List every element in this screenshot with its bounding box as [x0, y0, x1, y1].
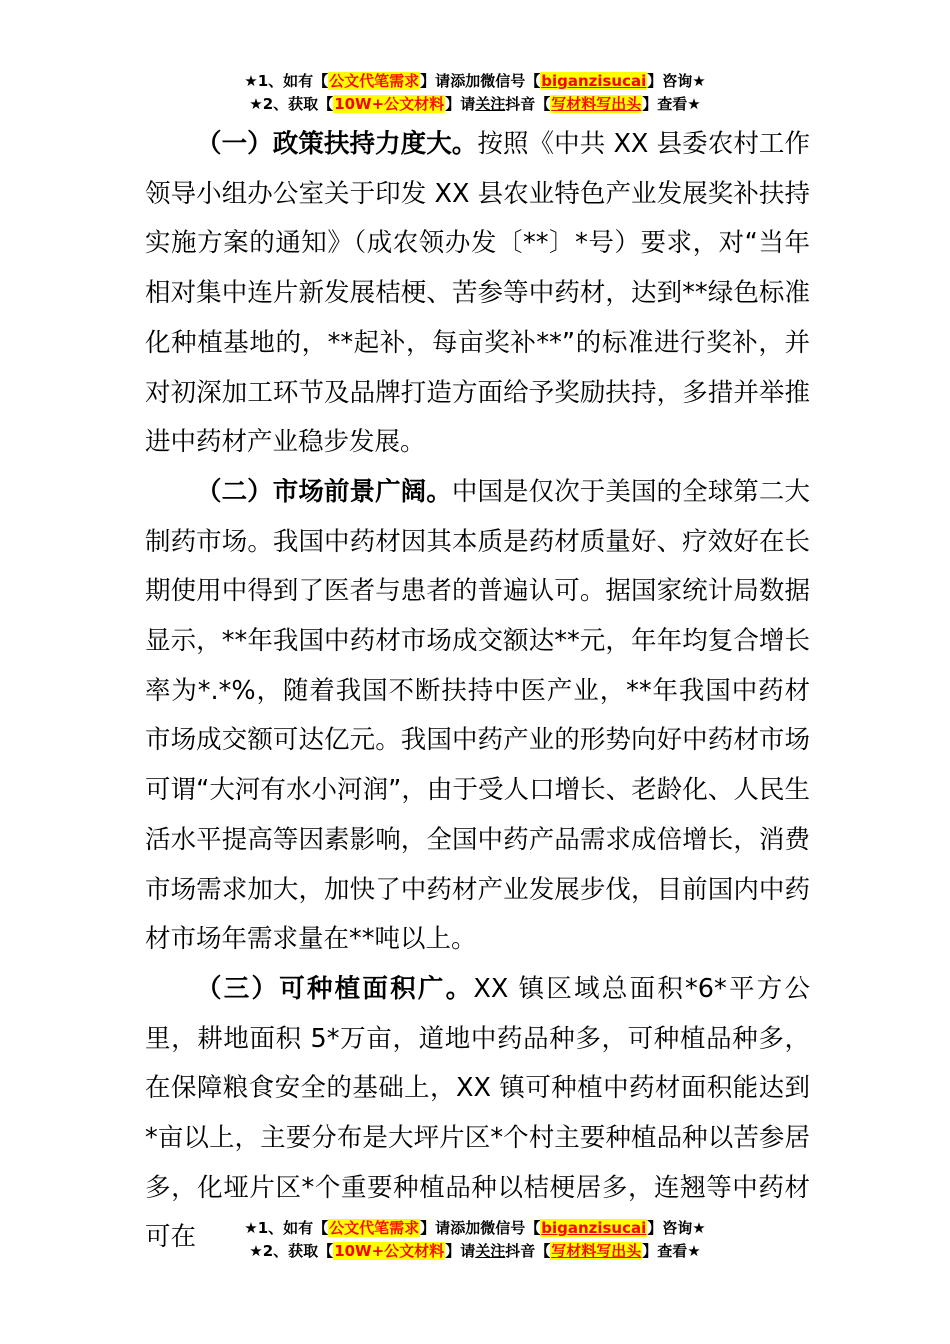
- paragraph-text: XX 镇区域总面积*6*平方公里，耕地面积 5*万亩，道地中药品种多，可种植品种多，在保障粮食安全的基础上，XX 镇可种植中药材面积能达到*亩以上，主要分布是大坪片区*个村主要种植品种以苦参居多，化垭片区*个重要种植品种以桔梗居多，连翘等中药材可在: [145, 973, 810, 1253]
- promo-text: 】咨询★: [647, 1219, 706, 1237]
- promo-banner-top: [0, 70, 950, 116]
- promo-line-2: [0, 1240, 950, 1263]
- promo-text: 微信号【: [480, 72, 541, 90]
- promo-text: ★2、获取【: [249, 1242, 334, 1260]
- promo-text: ★1、如有【: [244, 72, 329, 90]
- promo-text-follow: 关注: [475, 95, 506, 113]
- promo-highlight-materials: 10W+公文材料: [334, 1242, 445, 1260]
- promo-highlight-materials: 10W+公文材料: [334, 95, 445, 113]
- paragraph-policy-support: [145, 120, 810, 468]
- promo-text: 】请: [420, 72, 451, 90]
- document-body: [145, 120, 810, 1263]
- promo-text-follow: 关注: [475, 1242, 506, 1260]
- paragraph-text: 中国是仅次于美国的全球第二大制药市场。我国中药材因其本质是药材质量好、疗效好在长期使用中得到了医者与患者的普遍认可。据国家统计局数据显示，**年我国中药材市场成交额达**元，年年均复合增长率为*.*%，随着我国不断扶持中医产业，**年我国中药材市场成交额可达亿元。我国中药产业的形势向好中药材市场可谓“大河有水小河润”，由于受人口增长、老龄化、人民生活水平提高等因素影响，全国中药产品需求成倍增长，消费市场需求加大，加快了中药材产业发展步伐，目前国内中药材市场年需求量在**吨以上。: [145, 476, 810, 955]
- promo-text-add: 添加: [450, 1219, 481, 1237]
- promo-text: 】咨询★: [647, 72, 706, 90]
- promo-text: 】请: [420, 1219, 451, 1237]
- section-heading: （一）政策扶持力度大。: [196, 129, 478, 159]
- promo-highlight-douyin-account[interactable]: 写材料写出头: [551, 95, 642, 113]
- promo-highlight-ghostwriting: 公文代笔需求: [329, 72, 420, 90]
- promo-highlight-wechat-id[interactable]: biganzisucai: [541, 1219, 647, 1237]
- promo-text: 】查看★: [642, 1242, 701, 1260]
- promo-text: ★1、如有【: [244, 1219, 329, 1237]
- promo-line-1: [0, 1217, 950, 1240]
- promo-text-add: 添加: [450, 72, 481, 90]
- promo-text: 抖音【: [505, 1242, 551, 1260]
- promo-text: 抖音【: [505, 95, 551, 113]
- section-heading: （三）可种植面积广。: [196, 973, 474, 1004]
- promo-highlight-wechat-id[interactable]: biganzisucai: [541, 72, 647, 90]
- promo-line-2: [0, 93, 950, 116]
- paragraph-text: 按照《中共 XX 县委农村工作领导小组办公室关于印发 XX 县农业特色产业发展奖补扶持实施方案的通知》（成农领办发〔**〕*号）要求，对“当年相对集中连片新发展桔梗、苦参等中药材，达到**绿色标准化种植基地的，**起补，每亩奖补**”的标准进行奖补，并对初深加工环节及品牌打造方面给予奖励扶持，多措并举推进中药材产业稳步发展。: [145, 129, 810, 458]
- promo-banner-bottom: [0, 1217, 950, 1263]
- promo-text: 微信号【: [480, 1219, 541, 1237]
- promo-text: ★2、获取【: [249, 95, 334, 113]
- promo-line-1: [0, 70, 950, 93]
- promo-highlight-ghostwriting: 公文代笔需求: [329, 1219, 420, 1237]
- promo-text: 】查看★: [642, 95, 701, 113]
- paragraph-market-prospect: [145, 468, 810, 965]
- promo-highlight-douyin-account[interactable]: 写材料写出头: [551, 1242, 642, 1260]
- promo-text: 】请: [445, 95, 476, 113]
- section-heading: （二）市场前景广阔。: [196, 476, 452, 507]
- promo-text: 】请: [445, 1242, 476, 1260]
